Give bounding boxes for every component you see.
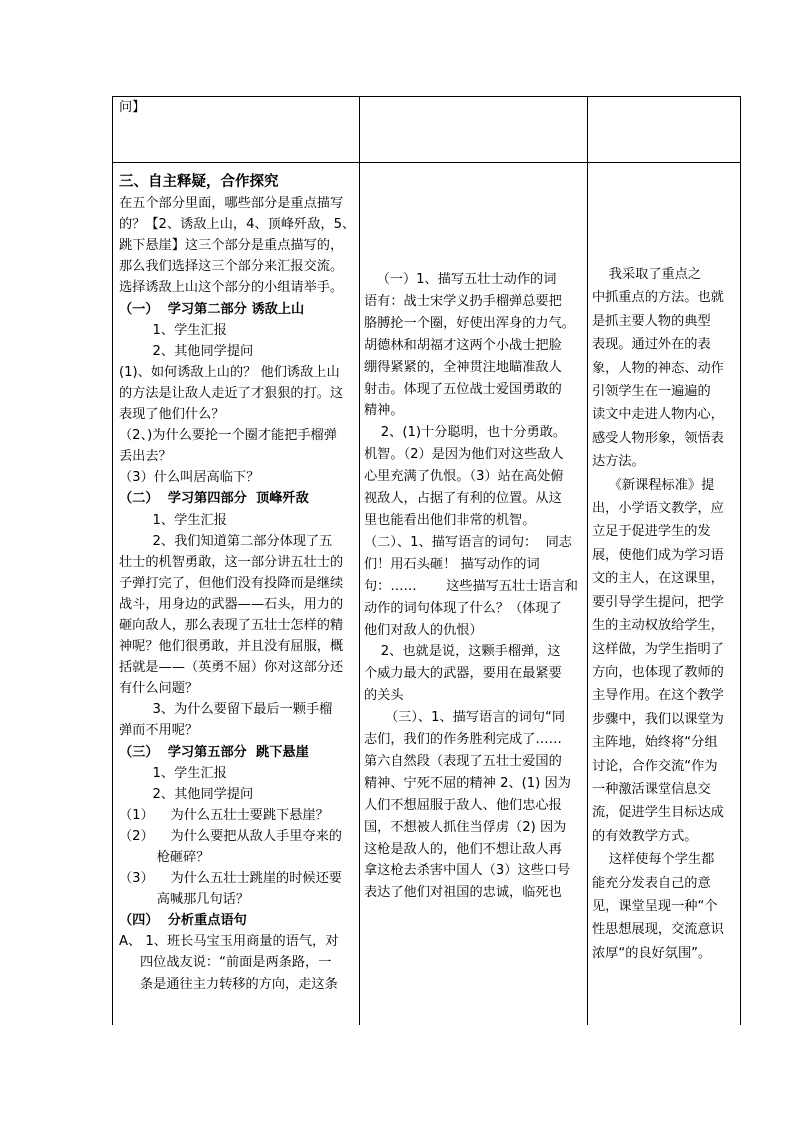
text-line: 壮士的机智勇敢，这一部分讲五壮士的 [119,554,344,570]
row2-col3-cell [592,263,738,965]
text-line: 那么我们选择这三个部分来汇报交流。 [119,259,344,275]
text-line: 四位战友说：“前面是两条路，一 [119,955,332,971]
text-line: （四） 分析重点语句 [119,913,247,929]
text-line: （3）什么叫居高临下？ [119,470,260,486]
text-line: 们！用石头砸！ 描写动作的词 [364,556,540,572]
text-line: 在五个部分里面，哪些部分是重点描写 [119,196,344,212]
text-line: 高喊那几句话？ [119,892,250,908]
text-line: 胳膊抡一个圈，好使出浑身的力气。 [364,315,575,331]
text-line: 步骤中，我们以课堂为 [592,711,724,727]
text-line: 战斗，用身边的武器——石头，用力的 [119,596,344,612]
row-divider [112,162,741,163]
text-line: （二）、1、描写语言的词句： 同志 [364,534,572,550]
text-line: 三、自主释疑，合作探究 [119,174,279,190]
text-line: 表现了他们什么？ [119,407,225,423]
text-line: 生的主动权放给学生， [592,618,724,634]
row2-col2-cell [364,269,586,904]
text-line: 2、也就是说，这颗手榴弹，这 [364,644,561,660]
row1-col1-cell [119,98,355,118]
text-line: 这枪是敌人的，他们不想让敌人再 [364,841,562,857]
table-right-border [740,96,741,1025]
text-line: 象，人物的神态、动作 [592,360,724,376]
text-line: 跳下悬崖】这三个部分是重点描写的， [119,238,344,254]
text-line: 胡德林和胡福才这两个小战士把脸 [364,337,562,353]
text-line: 绷得紧紧的，全神贯注地瞄准敌人 [364,359,562,375]
column-divider-2 [587,96,588,1025]
text-line: 选择诱敌上山这个部分的小组请举手。 [119,280,344,296]
text-line: 性思想展现，交流意识 [592,922,724,938]
text-line: 1、学生汇报 [119,765,227,781]
text-line: 是抓主要人物的典型 [592,313,711,329]
text-line: 机智。（2）是因为他们对这些敌人 [364,447,564,463]
table-top-border [112,96,741,97]
text-line: （1） 为什么五壮士要跳下悬崖？ [119,807,329,823]
table-left-border [112,96,113,1025]
text-line: 立足于促进学生的发 [592,524,711,540]
text-line: （三）、1、描写语言的词句“同 [364,710,566,726]
text-line: 砸向敌人，那么表现了五壮士怎样的精 [119,617,344,633]
text-line: 有什么问题？ [119,681,199,697]
text-line: 射击。体现了五位战士爱国勇敢的 [364,381,562,397]
text-line: 心里充满了仇恨。（3）站在高处俯 [364,469,564,485]
text-line: (1)、如何诱敌上山的？ 他们诱敌上山 [119,364,340,380]
text-line: 精神。 [364,403,404,419]
text-line: 括就是——（英勇不屈）你对这部分还 [119,660,344,676]
text-line: 文的主人，在这课里， [592,571,724,587]
text-line: （3） 为什么五壮士跳崖的时候还要 [119,871,342,887]
text-line: 我采取了重点之 [592,267,702,282]
text-line: 流，促进学生目标达成 [592,805,724,821]
text-line: （一） 学习第二部分 诱敌上山 [119,301,305,317]
text-line: 子弹打完了，但他们没有投降而是继续 [119,575,344,591]
text-line: 国，不想被人抓住当俘虏（2) 因为 [364,819,567,835]
text-line: 中抓重点的方法。也就 [592,290,724,306]
text-line: 里也能看出他们非常的机智。 [364,512,536,528]
text-line: 拿这枪去杀害中国人（3）这些口号 [364,863,571,879]
text-line: 枪砸碎？ [119,850,210,865]
text-line: 表现。通过外在的表 [592,337,711,353]
row2-col1-cell [119,172,357,995]
text-line: （2、)为什么要抡一个圈才能把手榴弹 [119,428,337,444]
text-line: 1、学生汇报 [119,322,227,338]
text-line: A、 1、班长马宝玉用商量的语气，对 [119,934,339,950]
text-line: 志们，我们的作务胜利完成了…… [364,732,562,748]
text-line: 《新课程标准》提 [592,477,715,493]
text-line: 这样做，为学生指明了 [592,641,724,657]
text-line: 出，小学语文教学，应 [592,501,724,517]
text-line: 表达了他们对祖国的忠诚，临死也 [364,885,562,901]
text-line: 神呢？他们很勇敢，并且没有屈服，概 [119,639,344,655]
text-line: 视敌人，占据了有利的位置。从这 [364,491,562,507]
text-line: 2、其他同学提问 [119,343,254,359]
text-line: 的关头 [364,688,404,704]
text-line: 第六自然段（表现了五壮士爱国的 [364,753,562,769]
text-line: 2、其他同学提问 [119,786,254,802]
text-line: 一种激活课堂信息交 [592,781,711,797]
text-line: 这样使每个学生都 [592,852,715,868]
column-divider-1 [359,96,360,1025]
text-line: 语有：战士宋学义扔手榴弹总要把 [364,293,562,309]
text-line: 精神、宁死不屈的精神 2、(1) 因为 [364,775,571,791]
text-line: 方向，也体现了教师的 [592,664,724,680]
text-line: 人们不想屈服于敌人、他们忠心报 [364,797,562,813]
text-line: 主阵地，始终将“分组 [592,735,718,751]
text-line: 丢出去？ [119,449,172,465]
text-line: 问】 [119,100,146,115]
text-line: 读文中走进人物内心， [592,407,724,423]
text-line: （2） 为什么要把从敌人手里夺来的 [119,828,342,844]
text-line: 见，课堂呈现一种“个 [592,898,718,914]
text-line: 的方法是让敌人走近了才狠狠的打。这 [119,385,344,401]
text-line: 能充分发表自己的意 [592,875,711,891]
text-line: 条是通往主力转移的方向，走这条 [119,976,338,992]
text-line: （二） 学习第四部分 顶峰歼敌 [119,491,309,507]
text-line: 引领学生在一遍遍的 [592,384,711,400]
text-line: 1、学生汇报 [119,512,227,528]
text-line: 要引导学生提问，把学 [592,594,724,610]
text-line: 2、(1)十分聪明，也十分勇敢。 [364,425,567,441]
text-line: 弹而不用呢？ [119,723,199,739]
text-line: 感受人物形象，领悟表 [592,430,724,446]
text-line: 动作的词句体现了什么？（体现了 [364,600,562,616]
text-line: （三） 学习第五部分 跳下悬崖 [119,744,309,760]
text-line: 浓厚“的良好氛围”。 [592,945,712,961]
text-line: 3、为什么要留下最后一颗手榴 [119,702,333,718]
text-line: 2、我们知道第二部分体现了五 [119,533,333,549]
text-line: 的？【2、诱敌上山，4、顶峰歼敌，5、 [119,217,356,233]
text-line: 展，使他们成为学习语 [592,547,724,563]
text-line: 他们对敌人的仇恨） [364,622,483,638]
text-line: 句：…… 这些描写五壮士语言和 [364,578,578,594]
text-line: 讨论，合作交流“作为 [592,758,718,774]
text-line: （一）1、描写五壮士动作的词 [364,272,557,287]
text-line: 达方法。 [592,454,645,470]
text-line: 主导作用。在这个教学 [592,688,724,704]
text-line: 个威力最大的武器，要用在最紧要 [364,666,562,682]
text-line: 的有效教学方式。 [592,828,698,844]
